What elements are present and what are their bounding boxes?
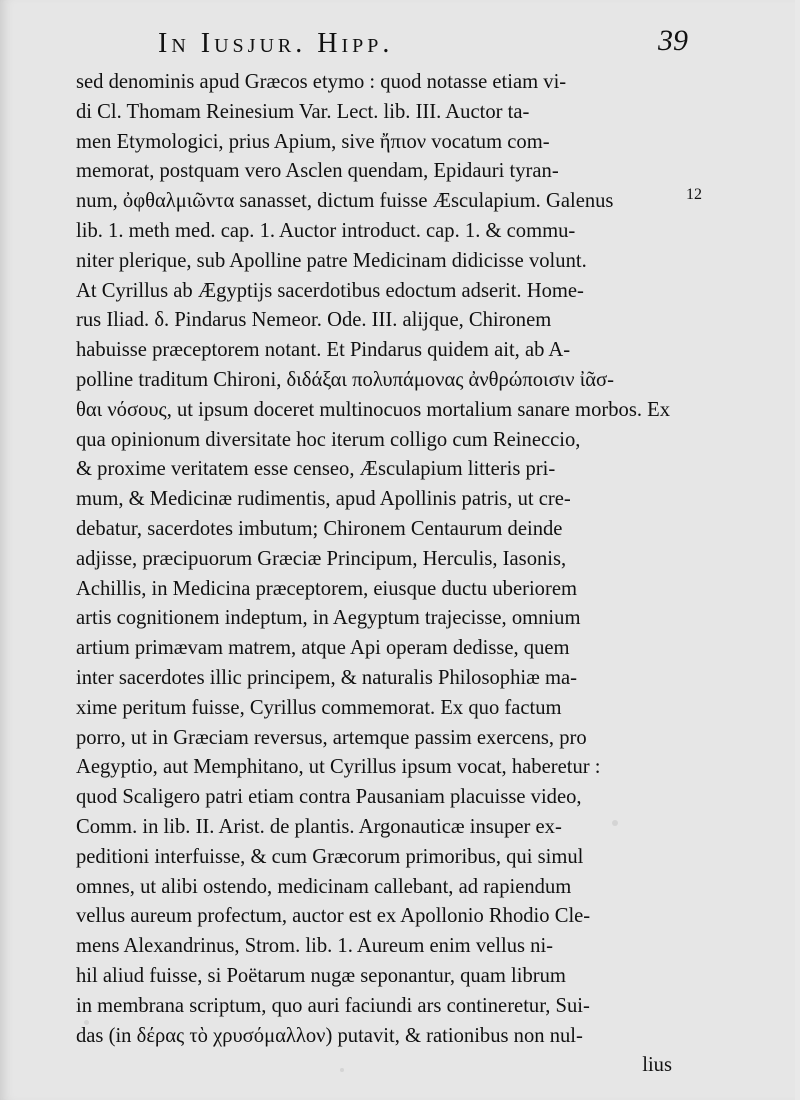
paper-speck: [84, 1020, 89, 1025]
paper-speck: [612, 820, 618, 826]
text-line: artium primævam matrem, atque Api operam dedisse, quem: [76, 637, 570, 660]
running-head: In Iusjur. Hipp.: [158, 28, 394, 59]
text-line: men Etymologici, prius Apium, sive ἤπιον vocatum com-: [76, 130, 550, 153]
text-line: di Cl. Thomam Reinesium Var. Lect. lib. III. Auctor ta-: [76, 100, 530, 123]
text-line: Aegyptio, aut Memphitano, ut Cyrillus ipsum vocat, haberetur :: [76, 756, 601, 779]
text-line: sed denominis apud Græcos etymo : quod notasse etiam vi-: [76, 71, 567, 93]
text-line: porro, ut in Græciam reversus, artemque passim exercens, pro: [76, 726, 587, 749]
paper-speck: [340, 1068, 344, 1072]
text-line: das (in δέρας τὸ χρυσόμαλλον) putavit, & rationibus non nul-: [76, 1024, 583, 1047]
text-line: rus Iliad. δ. Pindarus Nemeor. Ode. III. alijque, Chironem: [76, 309, 552, 332]
text-line: mum, & Medicinæ rudimentis, apud Apollinis patris, ut cre-: [76, 488, 571, 511]
text-line: qua opinionum diversitate hoc iterum colligo cum Reineccio,: [76, 428, 581, 451]
text-line: num, ὀφθαλμιῶντα sanasset, dictum fuisse Æsculapium. Galenus: [76, 190, 614, 213]
text-line: debatur, sacerdotes imbutum; Chironem Centaurum deinde: [76, 517, 563, 540]
text-line: in membrana scriptum, quo auri faciundi ars contineretur, Sui-: [76, 994, 590, 1017]
text-line: lib. 1. meth med. cap. 1. Auctor introduct. cap. 1. & commu-: [76, 219, 576, 242]
text-line: adjisse, præcipuorum Græciæ Principum, Herculis, Iasonis,: [76, 547, 567, 570]
page-header: [130, 22, 690, 62]
text-line: mens Alexandrinus, Strom. lib. 1. Aureum enim vellus ni-: [76, 935, 554, 958]
text-line: Comm. in lib. II. Arist. de plantis. Argonauticæ insuper ex-: [76, 815, 562, 838]
page-number: 39: [658, 24, 688, 57]
text-line: quod Scaligero patri etiam contra Pausaniam placuisse video,: [76, 786, 582, 809]
text-line: xime peritum fuisse, Cyrillus commemorat. Ex quo factum: [76, 696, 562, 719]
text-line: peditioni interfuisse, & cum Græcorum primoribus, qui simul: [76, 845, 584, 868]
text-line: niter plerique, sub Apolline patre Medicinam didicisse volunt.: [76, 249, 587, 272]
text-line: inter sacerdotes illic principem, & naturalis Philosophiæ ma-: [76, 666, 578, 689]
margin-note: 12: [686, 186, 702, 203]
text-line: At Cyrillus ab Ægyptijs sacerdotibus edoctum adserit. Home-: [76, 279, 584, 302]
text-line: artis cognitionem indeptum, in Aegyptum trajecisse, omnium: [76, 607, 581, 630]
text-line: θαι νόσους, ut ipsum doceret multinocuos mortalium sanare morbos. Ex: [76, 398, 671, 421]
body-text: [76, 68, 674, 1081]
text-line: & proxime veritatem esse censeo, Æsculapium litteris pri-: [76, 458, 556, 481]
text-line: omnes, ut alibi ostendo, medicinam callebant, ad rapiendum: [76, 875, 572, 898]
text-line: polline traditum Chironi, διδάξαι πολυπάμονας ἀνθρώποισιν ἰᾶσ-: [76, 368, 614, 391]
text-line: hil aliud fuisse, si Poëtarum nugæ seponantur, quam librum: [76, 964, 566, 987]
text-line: Achillis, in Medicina præceptorem, eiusque ductu uberiorem: [76, 577, 577, 600]
text-line: habuisse præceptorem notant. Et Pindarus quidem ait, ab A-: [76, 339, 571, 362]
text-line: vellus aureum profectum, auctor est ex Apollonio Rhodio Cle-: [76, 905, 591, 928]
catchword: lius: [642, 1054, 672, 1077]
text-line: memorat, postquam vero Asclen quendam, Epidauri tyran-: [76, 160, 559, 183]
